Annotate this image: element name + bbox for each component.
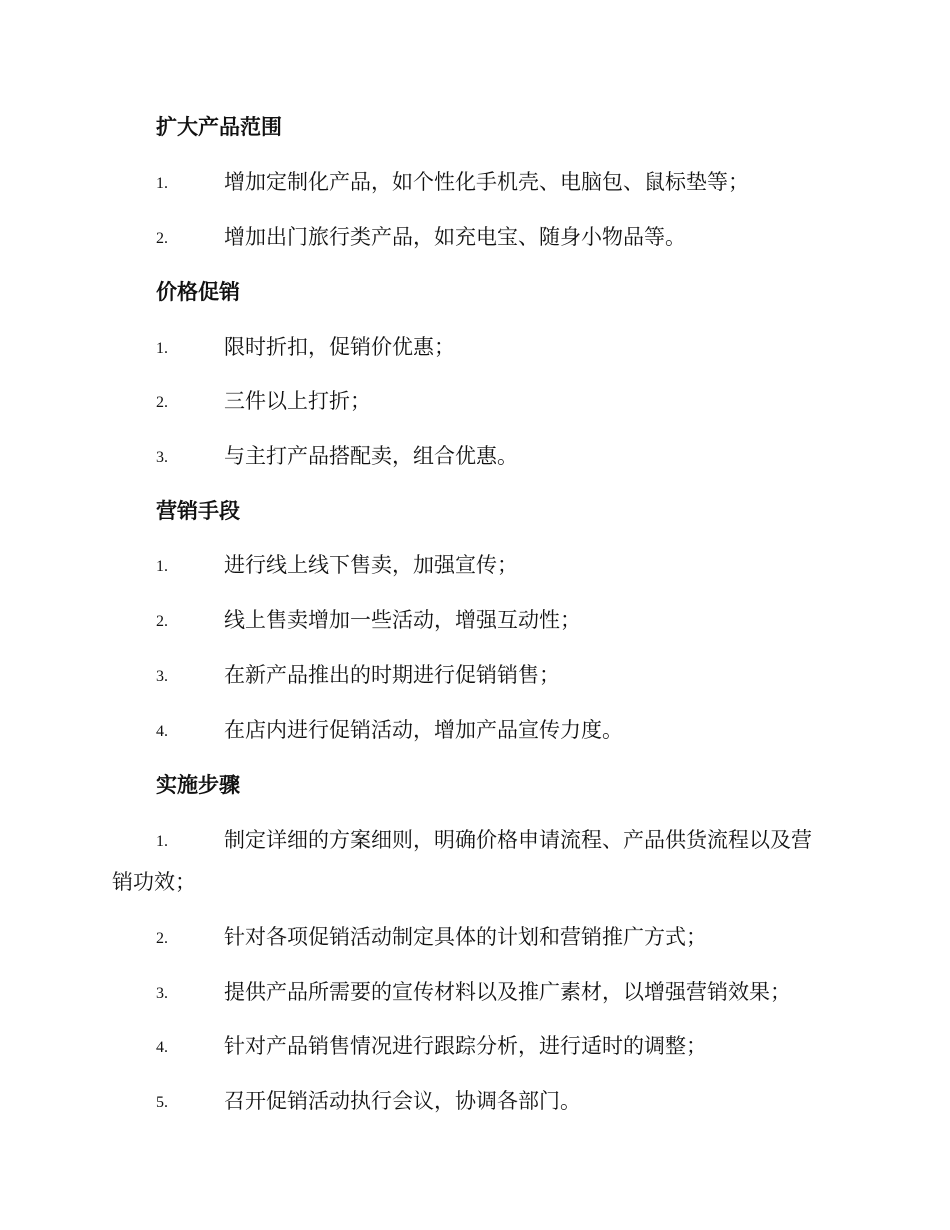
list-text-continuation: 销功效； (112, 870, 196, 894)
section-heading-expand-product-range: 扩大产品范围 (156, 115, 282, 139)
list-number: 1. (156, 558, 168, 575)
section-heading-marketing-methods: 营销手段 (156, 499, 240, 523)
list-number: 3. (156, 985, 168, 1002)
list-text: 制定详细的方案细则，明确价格申请流程、产品供货流程以及营 (224, 828, 812, 852)
list-number: 5. (156, 1094, 168, 1111)
list-text: 针对各项促销活动制定具体的计划和营销推广方式； (224, 925, 707, 949)
list-number: 2. (156, 230, 168, 247)
list-text: 线上售卖增加一些活动，增强互动性； (224, 608, 581, 632)
list-text: 与主打产品搭配卖，组合优惠。 (224, 444, 518, 468)
list-text: 在店内进行促销活动，增加产品宣传力度。 (224, 718, 623, 742)
list-number: 3. (156, 449, 168, 466)
list-text: 三件以上打折； (224, 389, 371, 413)
list-number: 3. (156, 668, 168, 685)
section-heading-price-promotion: 价格促销 (156, 280, 240, 304)
list-text: 提供产品所需要的宣传材料以及推广素材，以增强营销效果； (224, 980, 791, 1004)
list-number: 1. (156, 833, 168, 850)
list-text: 进行线上线下售卖，加强宣传； (224, 553, 518, 577)
list-number: 2. (156, 930, 168, 947)
list-text: 在新产品推出的时期进行促销销售； (224, 663, 560, 687)
list-number: 2. (156, 613, 168, 630)
list-text: 增加定制化产品，如个性化手机壳、电脑包、鼠标垫等； (224, 170, 749, 194)
list-number: 1. (156, 175, 168, 192)
list-number: 1. (156, 340, 168, 357)
list-text: 限时折扣，促销价优惠； (224, 335, 455, 359)
section-heading-implementation-steps: 实施步骤 (156, 773, 240, 797)
list-text: 增加出门旅行类产品，如充电宝、随身小物品等。 (224, 225, 686, 249)
list-number: 4. (156, 723, 168, 740)
list-number: 2. (156, 394, 168, 411)
list-text: 召开促销活动执行会议，协调各部门。 (224, 1089, 581, 1113)
list-text: 针对产品销售情况进行跟踪分析，进行适时的调整； (224, 1034, 707, 1058)
list-number: 4. (156, 1039, 168, 1056)
